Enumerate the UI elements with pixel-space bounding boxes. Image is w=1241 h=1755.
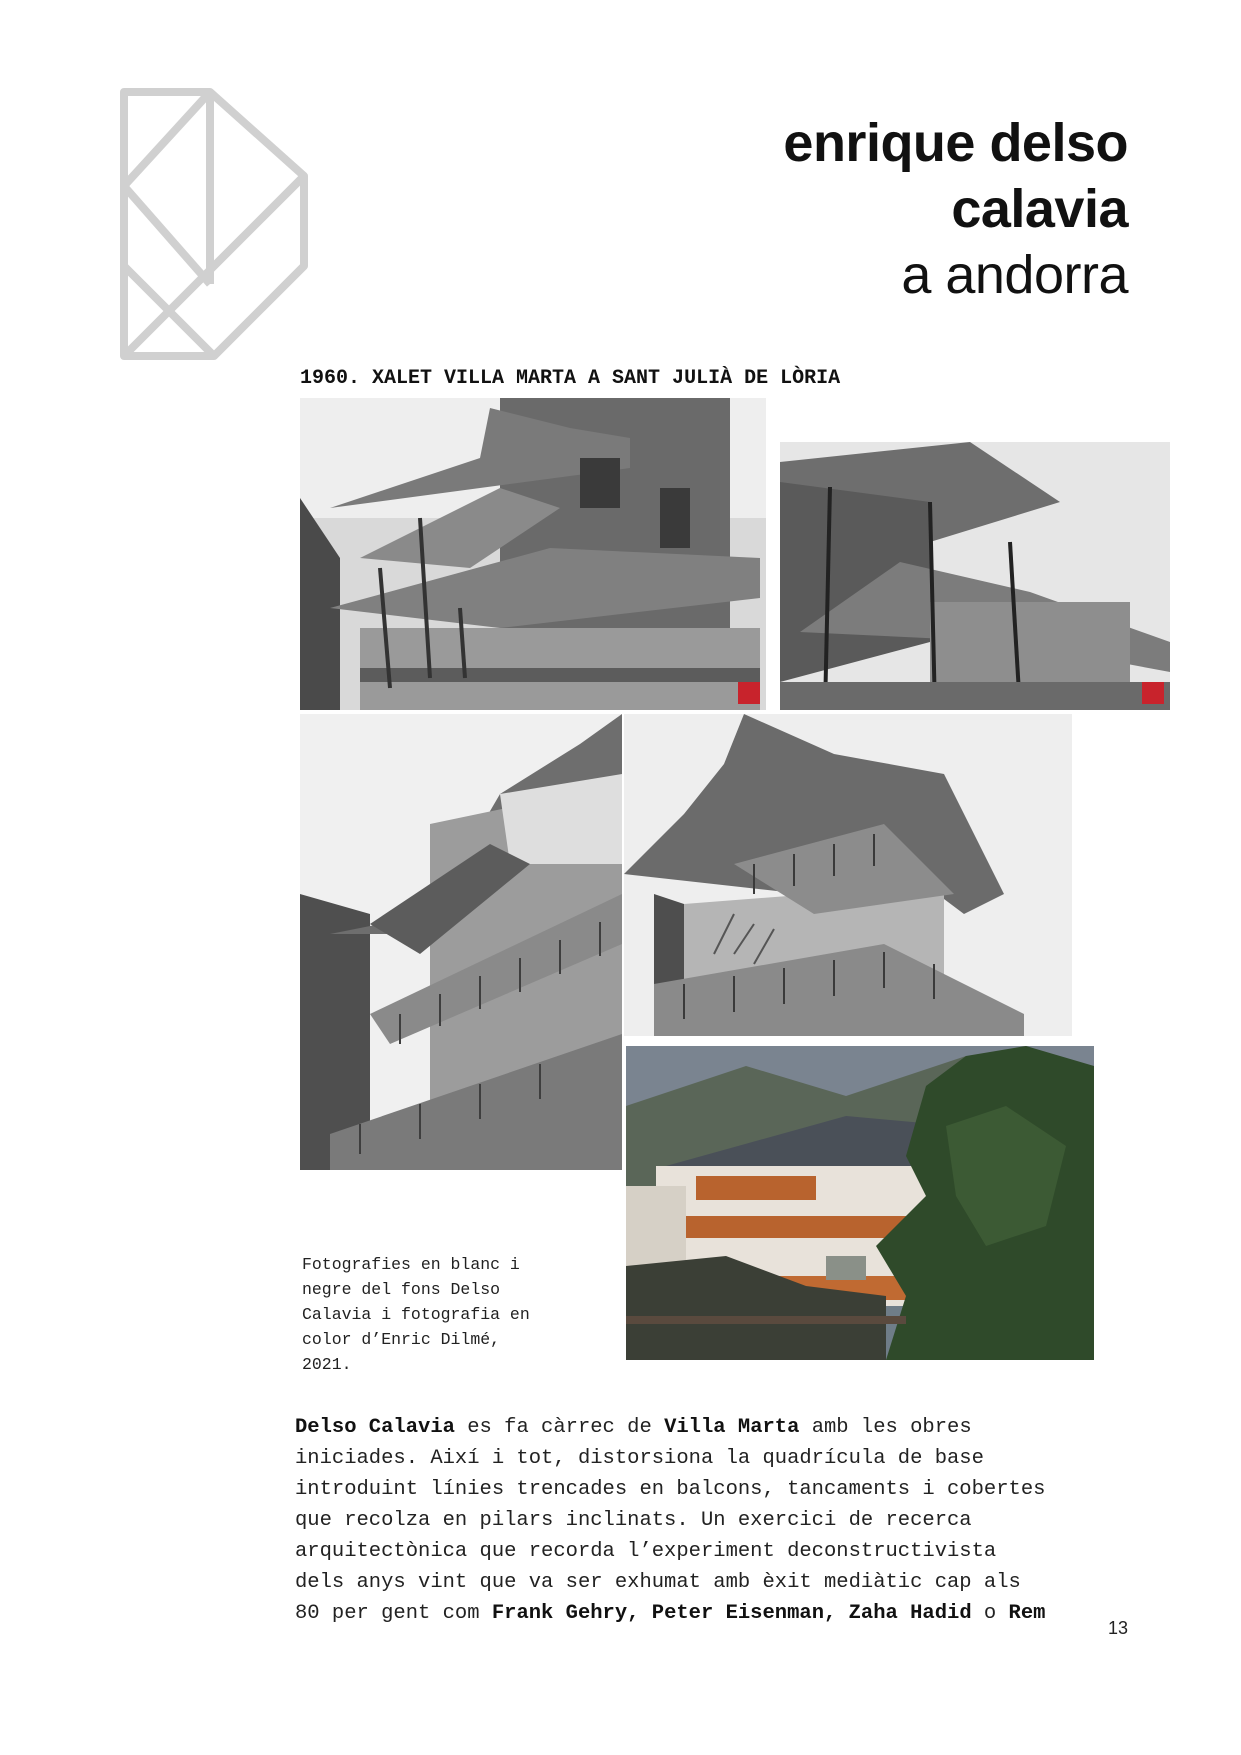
body-line: iniciades. Així i tot, distorsiona la quadrícula de base — [295, 1447, 984, 1470]
body-text-span: 80 per gent com — [295, 1602, 492, 1625]
title-line-1: enrique delso — [783, 113, 1128, 173]
caption-line: negre del fons Delso — [302, 1280, 501, 1299]
color-photo-2021 — [626, 1046, 1094, 1360]
body-line — [295, 1412, 1155, 1443]
body-line: que recolza en pilars inclinats. Un exercici de recerca — [295, 1509, 972, 1532]
body-line: introduint línies trencades en balcons, tancaments i cobertes — [295, 1478, 1046, 1501]
bold-name: Villa Marta — [664, 1416, 800, 1439]
delso-monogram-logo-icon — [118, 86, 318, 371]
caption-line: 2021. — [302, 1355, 352, 1374]
bold-name: Rem — [1008, 1602, 1046, 1625]
bw-construction-photo-1 — [300, 398, 766, 710]
section-heading: 1960. XALET VILLA MARTA A SANT JULIÀ DE LÒRIA — [300, 367, 841, 390]
bold-name: Delso Calavia — [295, 1416, 455, 1439]
title-line-3: a andorra — [901, 245, 1128, 305]
caption-line: Calavia i fotografia en — [302, 1305, 530, 1324]
body-line — [295, 1598, 1155, 1629]
page-title — [783, 110, 1128, 308]
title-line-2: calavia — [951, 179, 1128, 239]
photo-caption — [302, 1252, 592, 1377]
watermark-badge — [738, 682, 760, 704]
caption-line: color d’Enric Dilmé, — [302, 1330, 501, 1349]
body-paragraph — [295, 1412, 1155, 1629]
watermark-badge — [1142, 682, 1164, 704]
body-line: arquitectònica que recorda l’experiment deconstructivista — [295, 1540, 997, 1563]
caption-line: Fotografies en blanc i — [302, 1255, 520, 1274]
body-text-span: amb les obres — [799, 1416, 972, 1439]
body-line: dels anys vint que va ser exhumat amb èxit mediàtic cap als — [295, 1571, 1021, 1594]
body-text-span: es fa càrrec de — [454, 1416, 665, 1439]
page-number: 13 — [1108, 1618, 1129, 1638]
bw-finished-photo-4 — [624, 714, 1072, 1036]
bold-name: Frank Gehry, Peter Eisenman, Zaha Hadid — [491, 1602, 972, 1625]
bw-construction-photo-2 — [780, 442, 1170, 710]
body-text-span: o — [971, 1602, 1009, 1625]
bw-finished-photo-3 — [300, 714, 622, 1170]
